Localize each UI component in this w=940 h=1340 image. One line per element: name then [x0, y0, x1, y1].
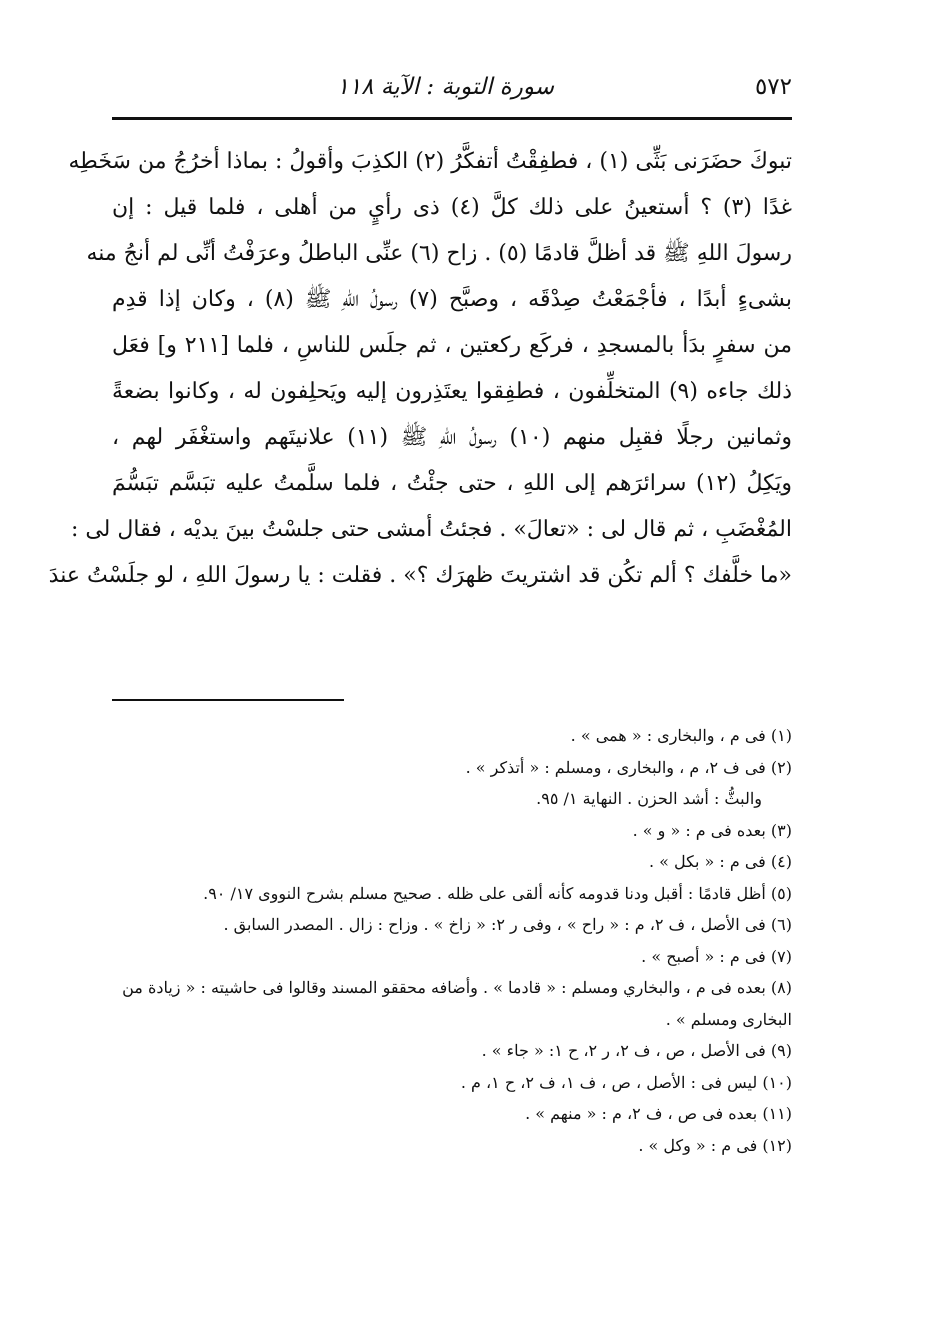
footnote: (٤) فى م : « بكل » . [648, 852, 792, 871]
text-line: «ما خلَّفك ؟ ألم تكُن قد اشتريتَ ظهرَك ؟» . فقلت : يا رسولَ اللهِ ، لو جلَسْتُ عندَ [48, 563, 792, 588]
footnote: (٣) بعده فى م : « و » . [632, 820, 792, 840]
text-line: وثمانين رجلًا فقبِل منهم (١٠) رسولُ اللهِ ﷺ (١١) علانيتَهم واستغْفَر لهم ، [112, 425, 792, 450]
footnote: (١١) بعده فى ص ، ف ٢، م : « منهم » . [525, 1104, 792, 1123]
text-line: تبوكَ حضَرَنى بَثِّى (١) ، فطفِقْتُ أتفكَّرُ (٢) الكذِبَ وأقولُ : بماذا أخرُجُ من سَخَطِه [68, 149, 792, 174]
footnote: (١) فى م ، والبخارى : « همى » . [570, 726, 792, 745]
text-line: بشىءٍ أبدًا ، فأجْمَعْتُ صِدْقَه ، وصبَّح (٧) رسولُ اللهِ ﷺ (٨) ، وكان إذا قدِم [112, 287, 792, 312]
book-page [48, 60, 793, 1155]
footnotes [112, 720, 792, 1161]
header-rule [112, 117, 792, 120]
footnote: (٩) فى الأصل ، ص ، ف ٢، ر ٢، ح ١: « جاء » . [481, 1041, 792, 1060]
page-number: ٥٧٢ [754, 74, 792, 100]
text-line: غدًا (٣) ؟ أستعينُ على ذلك كلَّ (٤) ذى رأيٍ من أهلى ، فلما قيل : إن [112, 195, 792, 220]
text-line: المُغْضَبِ ، ثم قال لى : «تعالَ» . فجئتُ أمشى حتى جلسْتُ بينَ يديْه ، فقال لى : [70, 517, 792, 542]
footnote: (١٢) فى م : « وكل » . [638, 1135, 792, 1155]
footnote: (١٠) ليس فى : الأصل ، ص ، ف ١، ف ٢، ح ١، م . [460, 1072, 792, 1092]
footnote-separator [112, 699, 344, 701]
text-line: ويَكِلُ (١٢) سرائرَهم إلى اللهِ ، حتى جئْتُ ، فلما سلَّمتُ عليه تبَسَّم تبَسُّمَ [112, 471, 793, 496]
footnote: (٧) فى م : « أصبح » . [641, 946, 792, 966]
footnote: (٢) فى ف ٢، م ، والبخارى ، ومسلم : « أتذكر » . [465, 757, 792, 777]
page-header [112, 60, 792, 110]
footnote: (٨) بعده فى م ، والبخاري ومسلم : « قادما » . وأضافه محققو المسند وقالوا فى حاشيته : « زيادة من [122, 978, 792, 997]
text-line: ذلك جاءه (٩) المتخلِّفون ، فطفِقوا يعتَذِرون إليه ويَحلِفون له ، وكانوا بضعةً [112, 379, 792, 404]
running-title: سورة التوبة : الآية ١١٨ [336, 74, 554, 100]
footnote: (٥) أظل قادمًا : أقبل ودنا قدومه كأنه ألقى على ظله . صحيح مسلم بشرح النووى ١٧/ ٩٠. [203, 883, 792, 903]
footnote-continuation: البخارى ومسلم » . [665, 1009, 792, 1029]
text-line: من سفرٍ بدَأ بالمسجدِ ، فركَع ركعتين ، ثم جلَس للناسِ ، فلما [٢١١ و] فعَل [112, 333, 793, 358]
footnote-continuation: والبثُّ : أشد الحزن . النهاية ١/ ٩٥. [536, 789, 762, 808]
text-line: رسولَ اللهِ ﷺ قد أظلَّ قادمًا (٥) . زاح (٦) عنِّى الباطلُ وعرَفْتُ أنِّى لم أنجُ منه [86, 241, 792, 266]
main-text [48, 139, 793, 599]
footnote: (٦) فى الأصل ، ف ٢، م : « راح » ، وفى ر ٢: « زاخ » . وزاح : زال . المصدر السابق . [223, 915, 792, 934]
